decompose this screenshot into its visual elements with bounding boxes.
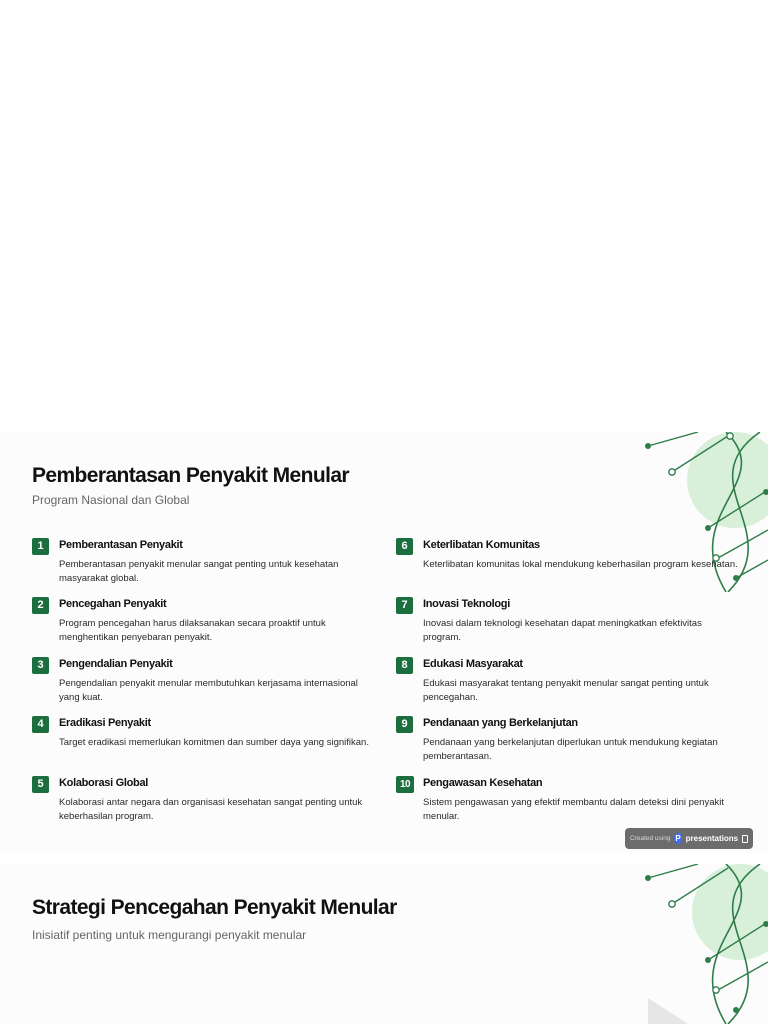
number-badge: 6 (396, 538, 413, 555)
number-badge: 2 (32, 597, 49, 614)
item-list (32, 538, 752, 838)
number-badge: 10 (396, 776, 414, 793)
slide-pemberantasan (0, 432, 768, 852)
item-description: Pengendalian penyakit menular membutuhkan kerjasama internasional yang kuat. (59, 678, 358, 703)
slide-strategi (0, 864, 768, 1024)
badge-brand: presentations (685, 834, 739, 843)
item-title: Pencegahan Penyakit (59, 598, 167, 610)
number-badge: 3 (32, 657, 49, 674)
created-using-badge[interactable] (625, 828, 753, 849)
item-description: Pendanaan yang berkelanjutan diperlukan untuk mendukung kegiatan pemberantasan. (423, 737, 718, 762)
item-description: Kolaborasi antar negara dan organisasi kesehatan sangat penting untuk keberhasilan program. (59, 797, 363, 822)
item-title: Inovasi Teknologi (423, 598, 510, 610)
number-badge: 5 (32, 776, 49, 793)
page-title: Strategi Pencegahan Penyakit Menular (32, 896, 397, 919)
item-title: Keterlibatan Komunitas (423, 539, 540, 551)
item-title: Pendanaan yang Berkelanjutan (423, 717, 578, 729)
item-title: Kolaborasi Global (59, 777, 149, 789)
page-subtitle: Program Nasional dan Global (32, 493, 190, 507)
page-title: Pemberantasan Penyakit Menular (32, 464, 349, 487)
number-badge: 7 (396, 597, 413, 614)
item-title: Eradikasi Penyakit (59, 717, 151, 729)
number-badge: 1 (32, 538, 49, 555)
item-title: Pengendalian Penyakit (59, 658, 173, 670)
number-badge: 9 (396, 716, 413, 733)
corner-shape-icon (640, 992, 700, 1024)
number-badge: 8 (396, 657, 413, 674)
external-link-icon (742, 835, 748, 843)
item-description: Sistem pengawasan yang efektif membantu dalam deteksi dini penyakit menular. (423, 797, 725, 822)
item-description: Inovasi dalam teknologi kesehatan dapat meningkatkan efektivitas program. (423, 618, 702, 643)
item-title: Edukasi Masyarakat (423, 658, 523, 670)
page-subtitle: Inisiatif penting untuk mengurangi penyakit menular (32, 928, 307, 942)
item-description: Keterlibatan komunitas lokal mendukung keberhasilan program kesehatan. (423, 559, 738, 570)
item-description: Edukasi masyarakat tentang penyakit menular sangat penting untuk pencegahan. (423, 678, 709, 703)
item-description: Program pencegahan harus dilaksanakan secara proaktif untuk menghentikan penyebaran penyakit. (59, 618, 326, 643)
item-description: Pemberantasan penyakit menular sangat penting untuk kesehatan masyarakat global. (59, 559, 339, 584)
badge-caption: Created using (630, 835, 671, 842)
item-title: Pengawasan Kesehatan (423, 777, 543, 789)
item-title: Pemberantasan Penyakit (59, 539, 183, 551)
number-badge: 4 (32, 716, 49, 733)
presentations-logo-icon: P (675, 834, 681, 843)
item-description: Target eradikasi memerlukan komitmen dan sumber daya yang signifikan. (59, 737, 369, 748)
